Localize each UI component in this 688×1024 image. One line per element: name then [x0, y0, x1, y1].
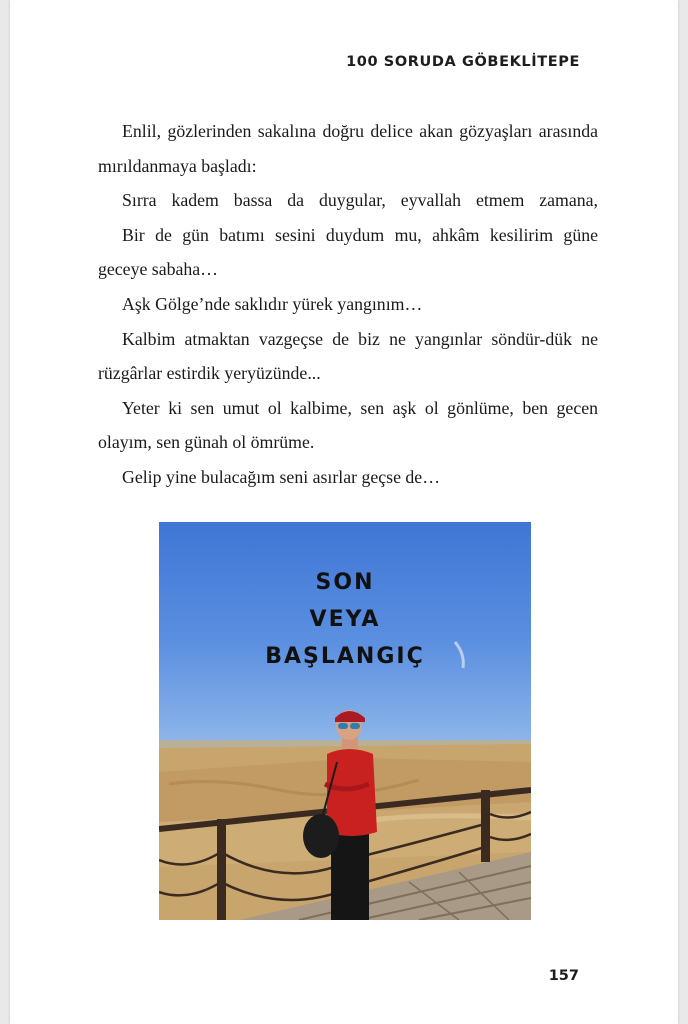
photo-figure [159, 522, 531, 920]
page-number: 157 [548, 968, 579, 984]
overlay-line: SON [315, 570, 375, 595]
paragraph: Yeter ki sen umut ol kalbime, sen aşk ol gönlüme, ben gecen olayım, sen günah ol ömrüme. [98, 397, 598, 453]
overlay-line: VEYA [309, 607, 381, 632]
paragraph: Sırra kadem bassa da duygular, eyvallah etmem zamana, [122, 190, 598, 211]
paragraph: Enlil, gözlerinden sakalına doğru delice akan gözyaşları arasında mırıldanmaya başladı: [98, 121, 598, 176]
paragraph: Aşk Gölge’nde saklıdır yürek yangınım… [122, 293, 423, 314]
overlay-line: BAŞLANGIÇ [265, 644, 425, 669]
photo-overlay-title [159, 564, 531, 675]
paragraph: Gelip yine bulacağım seni asırlar geçse de… [122, 466, 440, 487]
paragraph: Bir de gün batımı sesini duydum mu, ahkâm kesilirim güne geceye sabaha… [98, 224, 598, 280]
running-header: 100 SORUDA GÖBEKLİTEPE [346, 54, 580, 70]
body-text [98, 114, 598, 495]
book-page [10, 0, 678, 1024]
paragraph: Kalbim atmaktan vazgeçse de biz ne yangınlar söndür-dük ne rüzgârlar estirdik yeryüzünde... [98, 328, 598, 384]
